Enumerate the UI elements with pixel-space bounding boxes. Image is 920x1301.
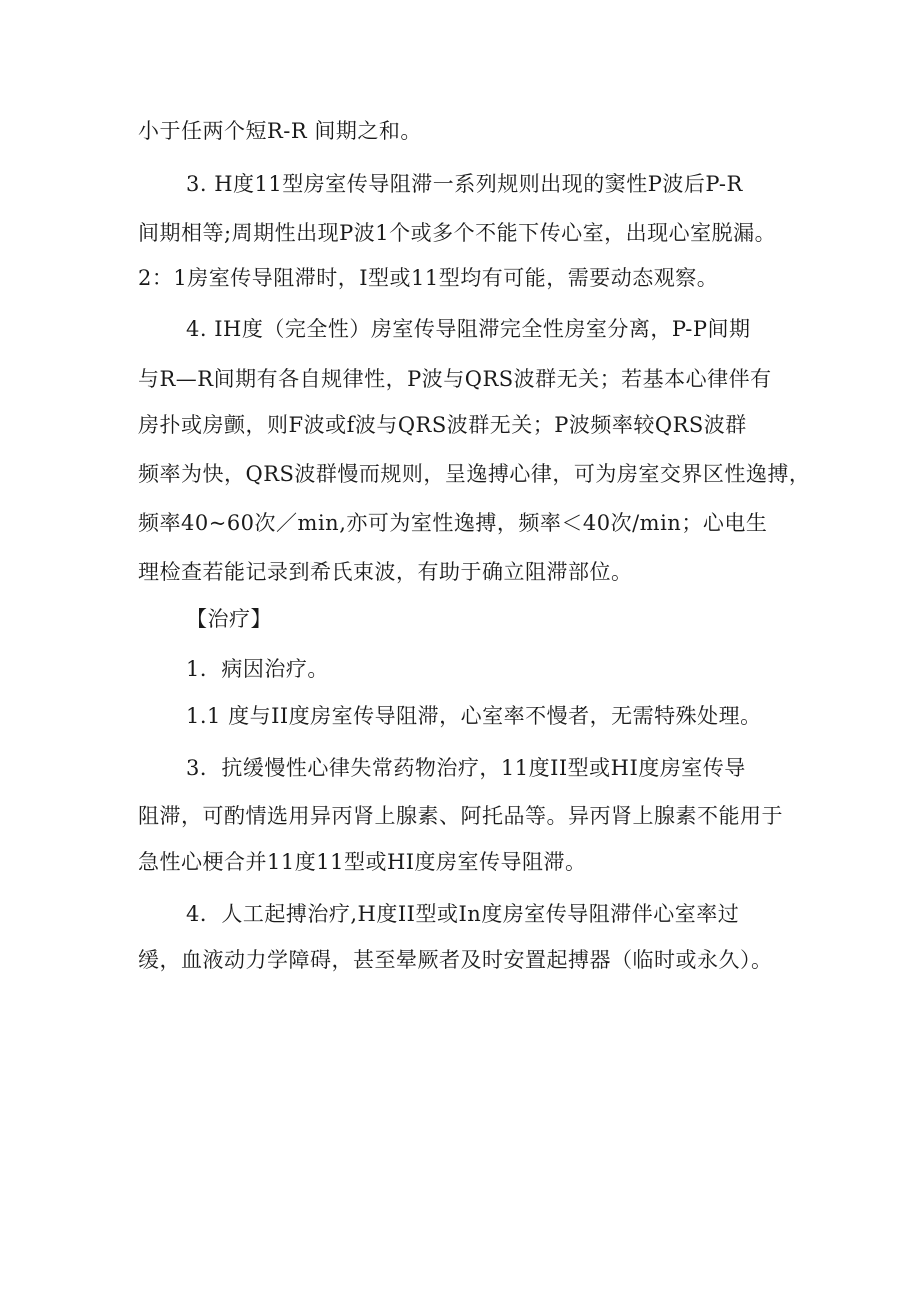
- text-line: 1．病因治疗。: [186, 657, 329, 681]
- text-line: 4. IH度（完全性）房室传导阻滞完全性房室分离，P-P间期: [186, 317, 751, 341]
- text-line: 频率40~60次／min,亦可为室性逸搏，频率＜40次/min；心电生: [138, 511, 768, 535]
- text-line: 与R—R间期有各自规律性，P波与QRS波群无关；若基本心律伴有: [138, 367, 772, 391]
- text-line: 房扑或房颤，则F波或f波与QRS波群无关；P波频率较QRS波群: [138, 413, 747, 437]
- text-line: 间期相等;周期性出现P波1个或多个不能下传心室，出现心室脱漏。: [138, 221, 777, 245]
- text-line: 2：1房室传导阻滞时，I型或11型均有可能，需要动态观察。: [138, 266, 719, 290]
- text-line: 3．抗缓慢性心律失常药物治疗，11度II型或HI度房室传导: [186, 756, 746, 780]
- text-line: 缓，血液动力学障碍，甚至晕厥者及时安置起搏器（临时或永久）。: [138, 948, 773, 972]
- text-line: 小于任两个短R-R 间期之和。: [138, 119, 422, 143]
- text-line: 急性心梗合并11度11型或HI度房室传导阻滞。: [138, 850, 587, 874]
- text-line: 3. H度11型房室传导阻滞一系列规则出现的窦性P波后P-R: [186, 172, 743, 196]
- text-line: 理检查若能记录到希氏束波，有助于确立阻滞部位。: [138, 560, 633, 584]
- text-line: 1.1 度与II度房室传导阻滞，心室率不慢者，无需特殊处理。: [186, 704, 762, 728]
- text-line: 阻滞，可酌情选用异丙肾上腺素、阿托品等。异丙肾上腺素不能用于: [138, 804, 783, 828]
- text-line: 频率为快，QRS波群慢而规则，呈逸搏心律，可为房室交界区性逸搏，: [138, 462, 811, 486]
- section-heading: 【治疗】: [186, 607, 272, 631]
- text-line: 4．人工起搏治疗,H度II型或In度房室传导阻滞伴心室率过: [186, 902, 740, 926]
